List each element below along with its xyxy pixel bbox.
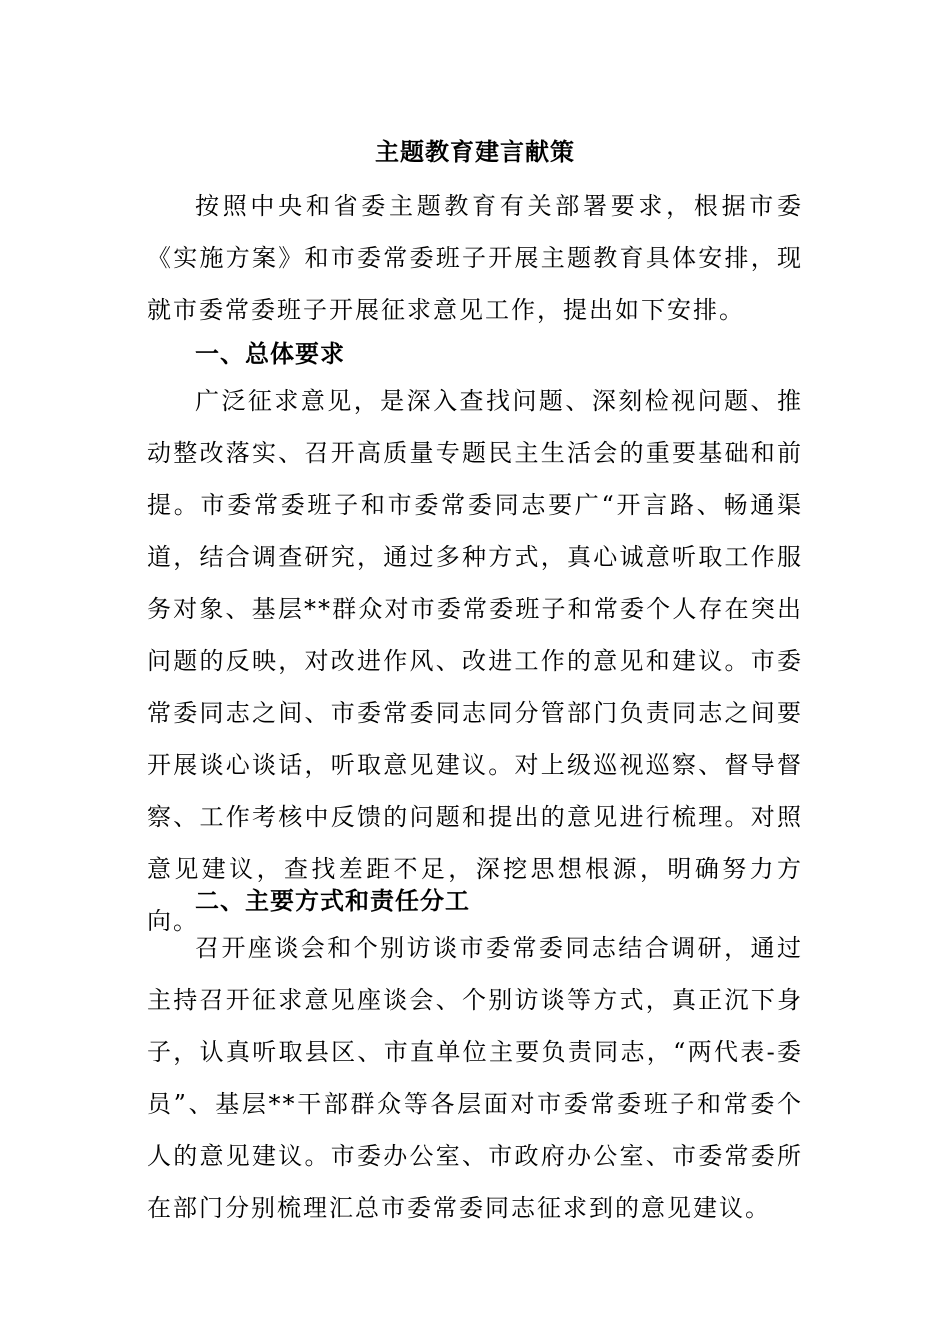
document-title: 主题教育建言献策	[375, 137, 575, 166]
section-heading-1: 一、总体要求	[195, 339, 345, 368]
section-heading-2: 二、主要方式和责任分工	[195, 886, 470, 915]
intro-paragraph: 按照中央和省委主题教育有关部署要求，根据市委《实施方案》和市委常委班子开展主题教育具体安排，现就市委常委班子开展征求意见工作，提出如下安排。	[147, 192, 803, 324]
section-body-1: 广泛征求意见，是深入查找问题、深刻检视问题、推动整改落实、召开高质量专题民主生活会的重要基础和前提。市委常委班子和市委常委同志要广“开言路、畅通渠道，结合调查研究，通过多种方式，真心诚意听取工作服务对象、基层**群众对市委常委班子和常委个人存在突出问题的反映，对改进作风、改进工作的意见和建议。市委常委同志之间、市委常委同志同分管部门负责同志之间要开展谈心谈话，听取意见建议。对上级巡视巡察、督导督察、工作考核中反馈的问题和提出的意见进行梳理。对照意见建议，查找差距不足，深挖思想根源，明确努力方向。	[147, 387, 803, 935]
section-body-2: 召开座谈会和个别访谈市委常委同志结合调研，通过主持召开征求意见座谈会、个别访谈等方式，真正沉下身子，认真听取县区、市直单位主要负责同志，“两代表-委员”、基层**干部群众等各层面对市委常委班子和常委个人的意见建议。市委办公室、市政府办公室、市委常委所在部门分别梳理汇总市委常委同志征求到的意见建议。	[147, 934, 803, 1222]
